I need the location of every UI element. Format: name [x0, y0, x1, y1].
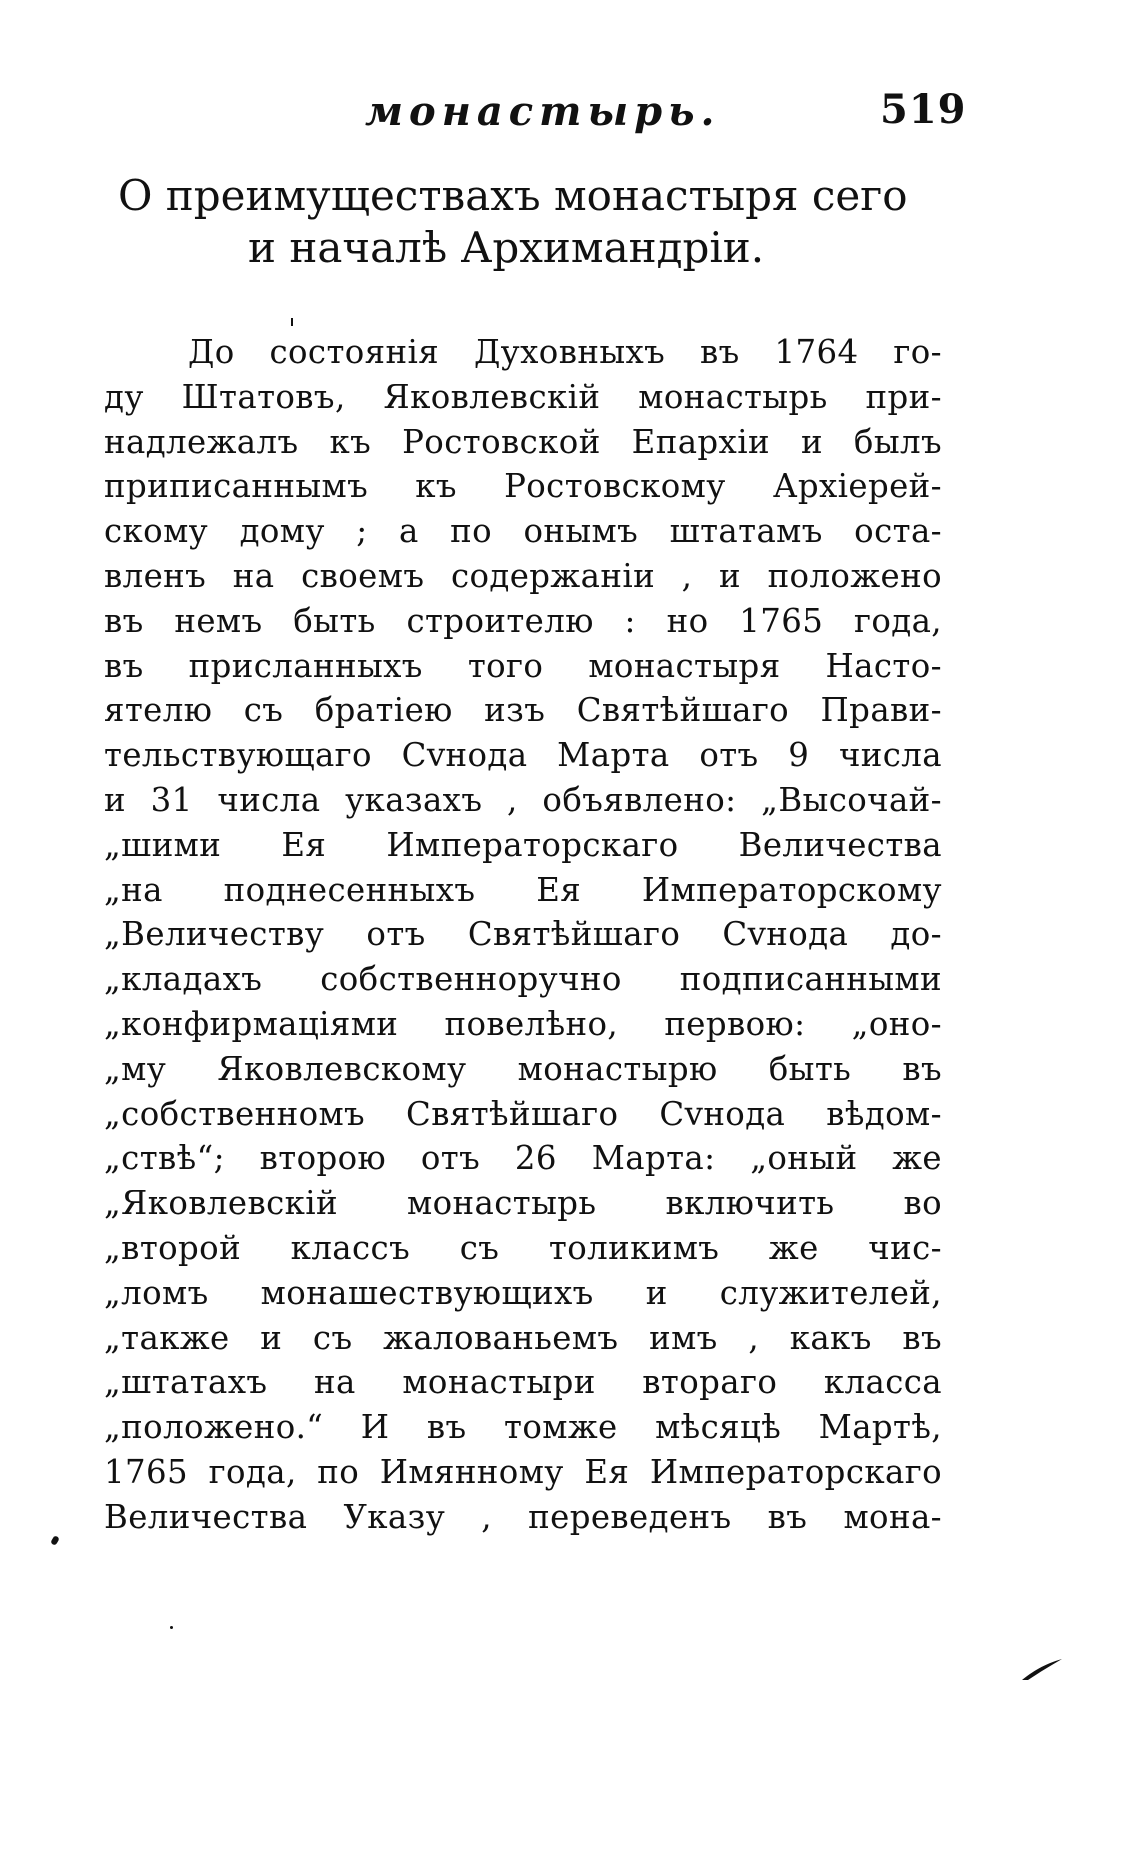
text-line: ятелю съ братіею изъ Святѣйшаго Прави- [104, 691, 942, 730]
text-line: Величества Указу , переведенъ въ мона- [104, 1497, 942, 1536]
text-line: „также и съ жалованьемъ имъ , какъ въ [104, 1318, 942, 1357]
text-line: „Величеству отъ Святѣйшаго Сvнода до- [104, 915, 942, 954]
text-line: „второй классъ съ толикимъ же чис- [104, 1228, 942, 1267]
page-number: 519 [880, 86, 967, 133]
ink-speck [50, 1535, 60, 1546]
text-line: надлежалъ къ Ростовской Епархіи и былъ [104, 422, 942, 461]
text-line: „Яковлевскій монастырь включить во [104, 1184, 942, 1223]
text-line: и 31 числа указахъ , объявлено: „Высочай- [104, 780, 942, 819]
text-line: приписаннымъ къ Ростовскому Архіерей- [104, 467, 942, 506]
text-line: „шими Ея Императорскаго Величества [104, 825, 942, 864]
text-line: 1765 года, по Имянному Ея Императорскаго [104, 1452, 942, 1491]
text-line: „ствѣ“; второю отъ 26 Марта: „оный же [104, 1139, 942, 1178]
text-line: скому дому ; а по онымъ штатамъ оста- [104, 512, 942, 551]
text-line: „кладахъ собственноручно подписанными [104, 960, 942, 999]
text-line: вленъ на своемъ содержаніи , и положено [104, 556, 942, 595]
section-heading-line-2: и началѣ Архимандріи. [248, 223, 765, 272]
text-line: ду Штатовъ, Яковлевскій монастырь при- [104, 377, 942, 416]
section-heading-line-1: О преимуществахъ монастыря сего [118, 171, 908, 220]
text-line: „му Яковлевскому монастырю быть въ [104, 1049, 942, 1088]
ink-speck [170, 1626, 173, 1629]
body-text [104, 330, 942, 1540]
text-line: въ немъ быть строителю : но 1765 года, [104, 601, 942, 640]
text-line: „на поднесенныхъ Ея Императорскому [104, 870, 942, 909]
running-head: монастырь. [365, 88, 721, 135]
pen-stroke-mark [1020, 1656, 1064, 1682]
ink-speck [291, 318, 293, 326]
text-line: тельствующаго Сvнода Марта отъ 9 числа [104, 736, 942, 775]
text-line: „положено.“ И въ томже мѣсяцѣ Мартѣ, [104, 1408, 942, 1447]
text-line: До состоянія Духовныхъ въ 1764 го- [188, 333, 942, 371]
text-line: въ присланныхъ того монастыря Насто- [104, 646, 942, 685]
text-line: „собственномъ Святѣйшаго Сvнода вѣдом- [104, 1094, 942, 1133]
text-line: „конфирмаціями повелѣно, первою: „оно- [104, 1004, 942, 1043]
text-line: „штатахъ на монастыри втораго класса [104, 1363, 942, 1402]
text-line: „ломъ монашествующихъ и служителей, [104, 1273, 942, 1312]
